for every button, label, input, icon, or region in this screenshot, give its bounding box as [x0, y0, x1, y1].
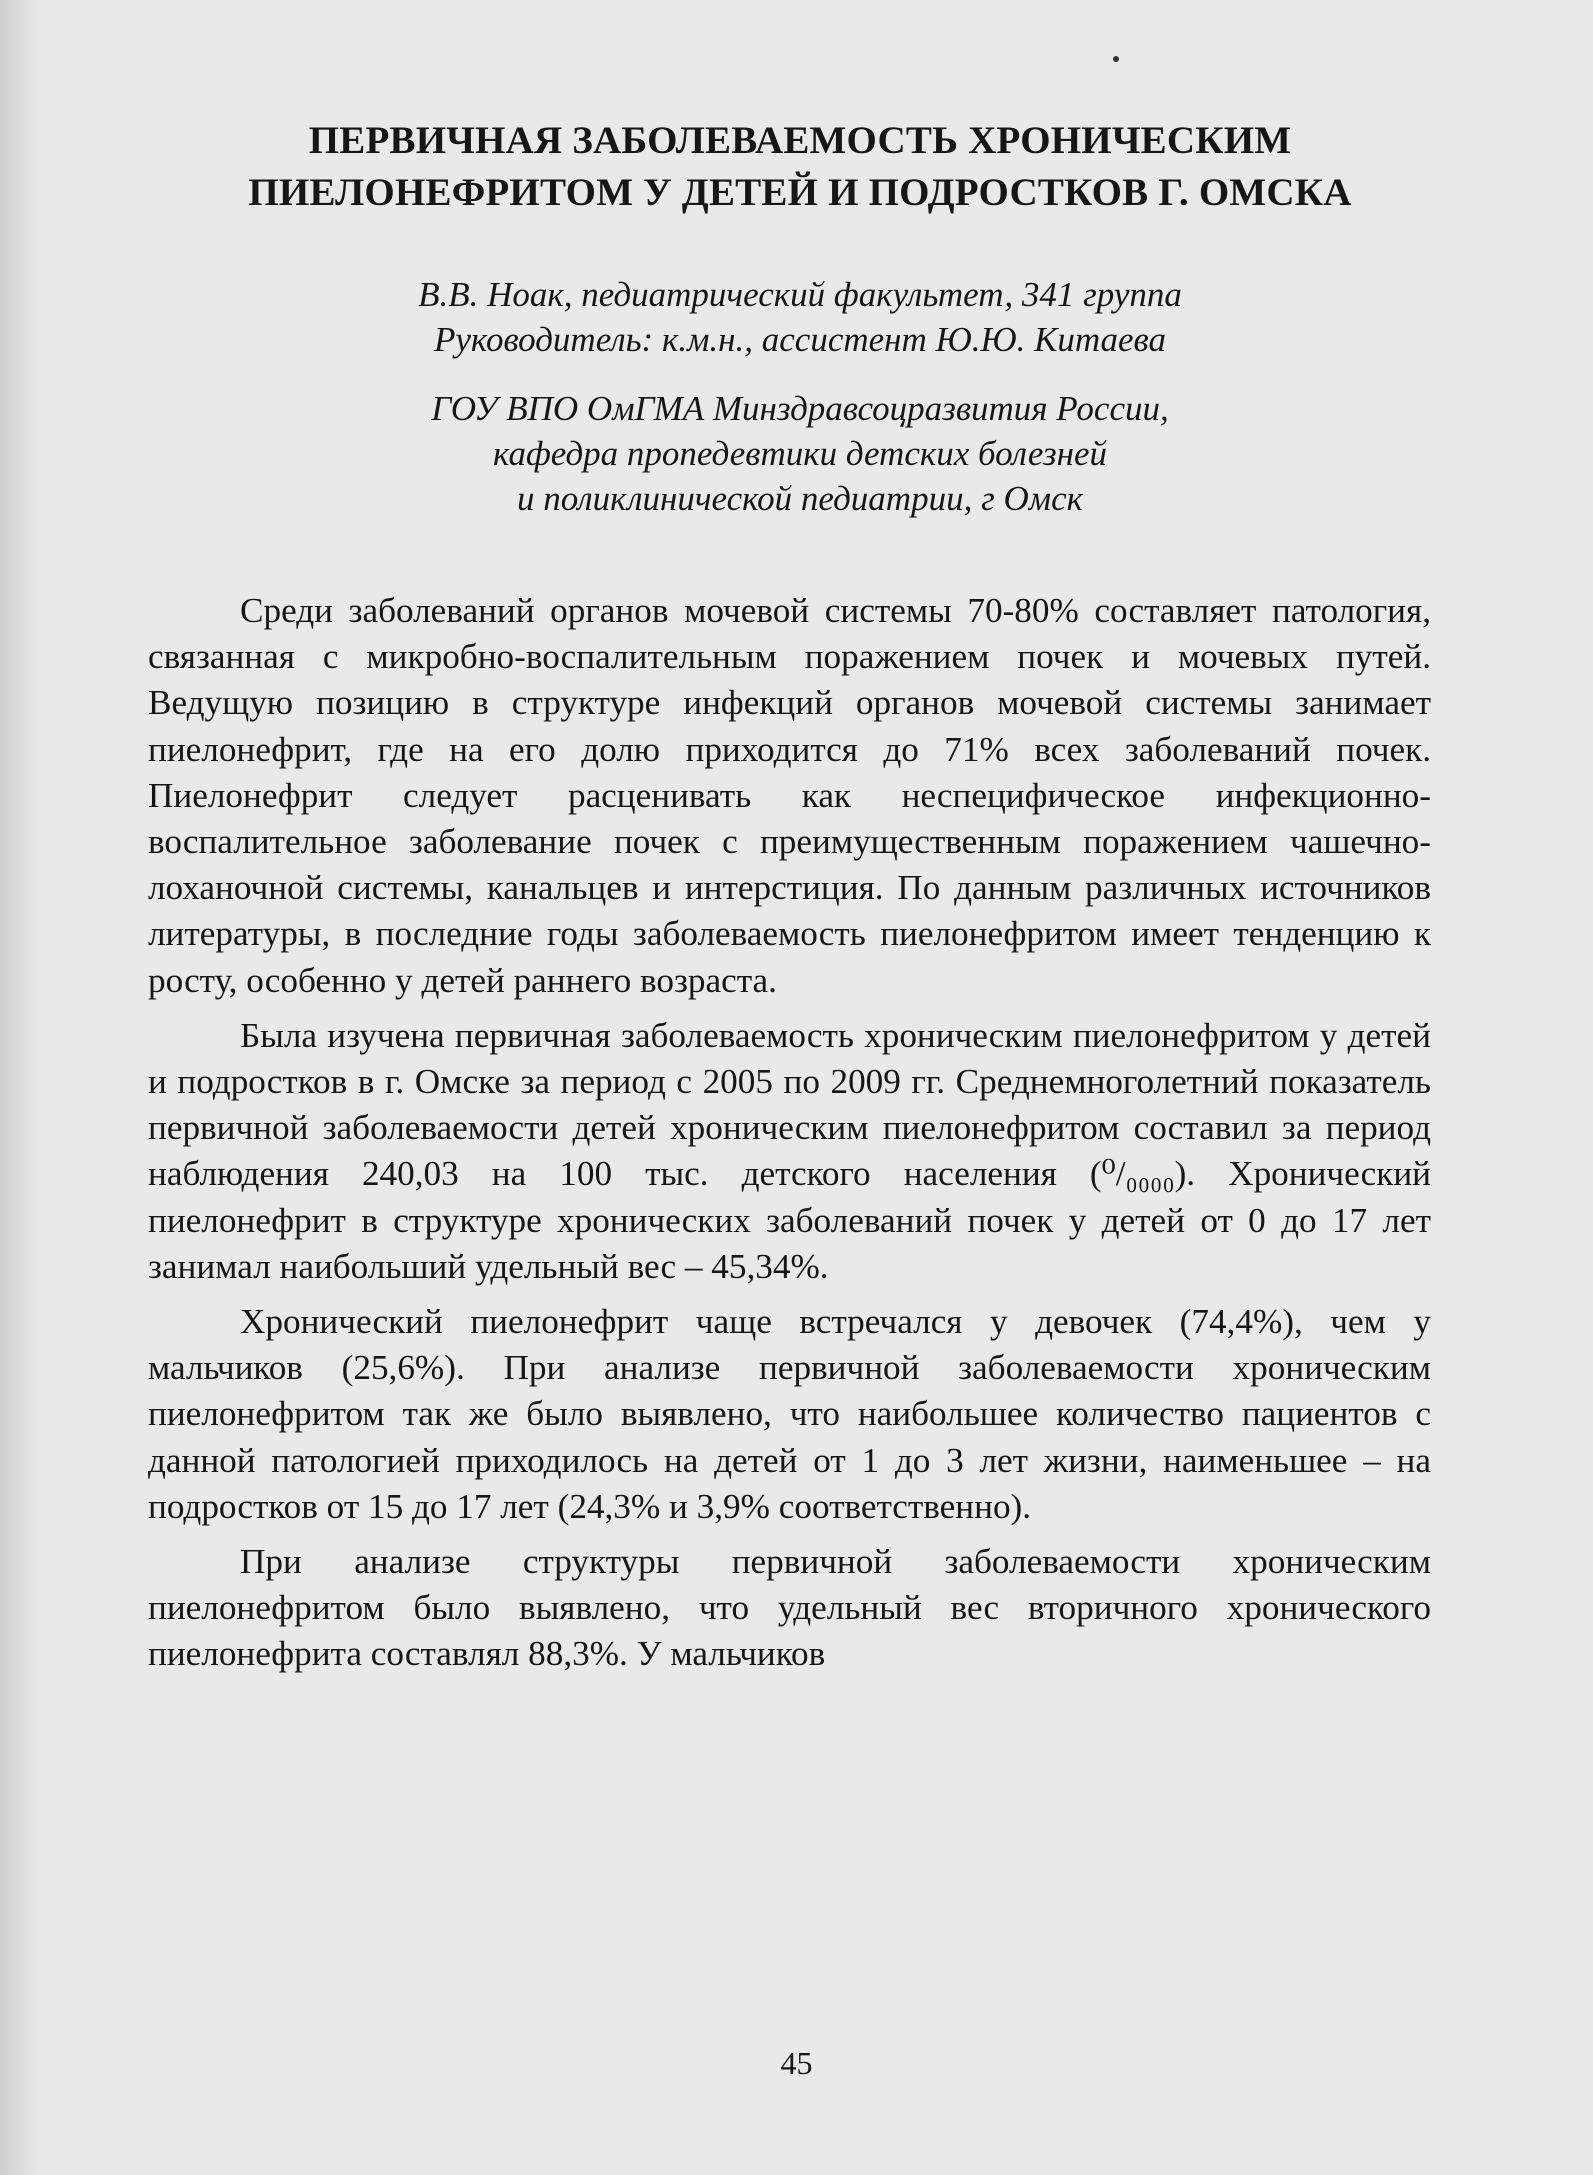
paragraph-1: Среди заболеваний органов мочевой системы 70-80% составляет патология, связанная с микробно-воспалительным поражением почек и мочевых путей. Ведущую позицию в структуре инфекций органов мочевой системы занимает пиелонефрит, где на его долю приходится до 71% всех заболеваний почек. Пиелонефрит следует расценивать как неспецифическое инфекционно-воспалительное заболевание почек с преимущественным поражением чашечно-лоханочной системы, канальцев и интерстиция. По данным различных источников литературы, в последние годы заболеваемость пиелонефритом имеет тенденцию к росту, особенно у детей раннего возраста. [148, 591, 1431, 1000]
title-line-2: ПИЕЛОНЕФРИТОМ У ДЕТЕЙ И ПОДРОСТКОВ Г. ОМСКА [248, 171, 1352, 214]
paragraph-4: При анализе структуры первичной заболеваемости хроническим пиелонефритом было выявлено, что удельный вес вторичного хронического пиелонефрита составлял 88,3%. У мальчиков [148, 1542, 1431, 1674]
page-title [150, 115, 1450, 219]
organization-line-1: ГОУ ВПО ОмГМА Минздравсоцразвития России, [431, 389, 1169, 428]
paragraph-2: Была изучена первичная заболеваемость хроническим пиелонефритом у детей и подростков в г. Омске за период с 2005 по 2009 гг. Среднемноголетний показатель первичной заболеваемости детей хроническим пиелонефритом составил за период наблюдения 240,03 на 100 тыс. детского населения (⁰/₀₀₀₀). Хронический пиелонефрит в структуре хронических заболеваний почек у детей от 0 до 17 лет занимал наибольший удельный вес – 45,34%. [148, 1015, 1431, 1286]
author-block [150, 272, 1450, 362]
speck [1113, 56, 1119, 62]
organization-block [150, 386, 1450, 521]
supervisor-line: Руководитель: к.м.н., ассистент Ю.Ю. Китаева [433, 320, 1167, 359]
page-number: 45 [780, 2045, 813, 2081]
organization-line-2: кафедра пропедевтики детских болезней [492, 434, 1108, 473]
organization-line-3: и поликлинической педиатрии, г Омск [517, 479, 1083, 518]
author-line: В.В. Ноак, педиатрический факультет, 341 группа [418, 275, 1182, 314]
page-shadow [0, 0, 40, 2175]
title-line-1: ПЕРВИЧНАЯ ЗАБОЛЕВАЕМОСТЬ ХРОНИЧЕСКИМ [308, 119, 1292, 162]
paragraph-3: Хронический пиелонефрит чаще встречался у девочек (74,4%), чем у мальчиков (25,6%). При анализе первичной заболеваемости хроническим пиелонефритом так же было выявлено, что наибольшее количество пациентов с данной патологией приходилось на детей от 1 до 3 лет жизни, наименьшее – на подростков от 15 до 17 лет (24,3% и 3,9% соответственно). [148, 1302, 1431, 1526]
article-body [148, 588, 1431, 1687]
